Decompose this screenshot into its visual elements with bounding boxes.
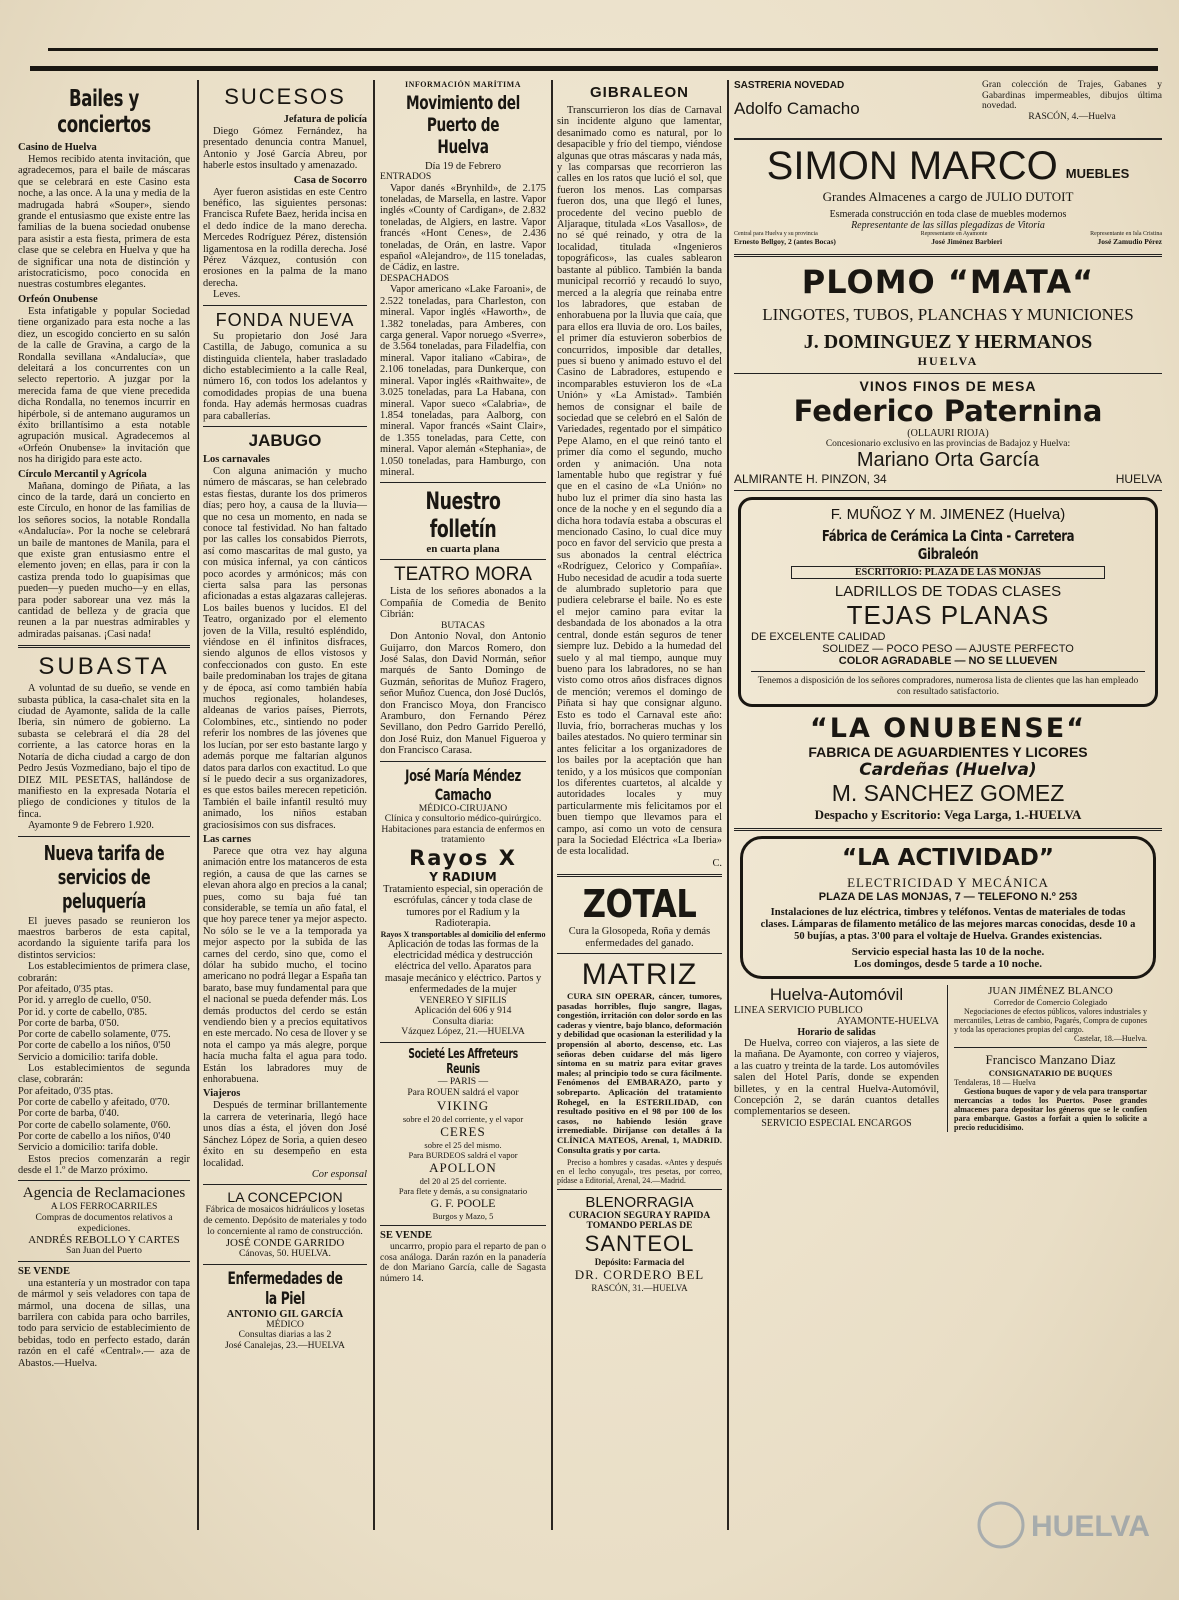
column-5-ads [734,80,1162,1580]
sevende2-text: uncarrro, propio para el reparto de pan o cosa análoga. Darán razón en la panadería de don Mariano García, calle de Sagasta número 14. [380,1241,546,1284]
watermark-text: HUELVA [1031,1510,1150,1543]
column-divider [551,80,553,1530]
color-agradable: COLOR AGRADABLE — NO SE LLUEVEN [838,655,1058,667]
orfeon-text: Esta infatigable y popular Sociedad tiene organizado para esta noche a las diez, un escogido concierto en su salón de la calle de Gravina, a cargo de la Rondalla sevillana «Andalucía», que deleitará a los concurrentes con un selecto repertorio. A juzgar por la merecida fama de que viene precedida dicha Rondalla, no tenemos incurrir en hipérbole, si de antemano auguramos un éxito brillantísimo a esta notable agrupación musical. Agradecemos al «Orfeón Onubense» la invitación que nos ha dirigido para este acto. [18,305,190,466]
santeol: SANTEOL [584,1231,695,1257]
info-maritima-heading: INFORMACIÓN MARÍTIMA [405,80,521,89]
matriz-text-2: Preciso a hombres y casadas. «Antes y después en el lecho conyugal», tres pesetas, por correo, pídase a Editorial, Arenal, 24.—Madrid. [557,1158,722,1186]
concesionario: Concesionario exclusivo en las provincias de Badajoz y Huelva: [825,439,1071,449]
simon-small-2: Representante en Ayamonte [920,231,988,237]
tarifa-end: Estos precios comenzarán a regir desde el 1.º de Marzo próximo. [18,1153,190,1177]
simon-rep-names [734,237,1162,246]
sastre-name: Adolfo Camacho [734,99,860,118]
domingos: Los domingos, desde 5 tarde a 10 noche. [854,958,1042,970]
rayos-small: Rayos X transportables al domicilio del enfermo [380,929,546,939]
sastre-text: Gran colección de Trajes, Gabanes y Gabardinas impermeables, dibujos última novedad. [982,80,1162,111]
butacas-text: Don Antonio Noval, don Antonio Guijarro, don Marcos Romero, don José Salas, don David Normán, señor marqués de Santo Domingo de Guzmán, señoritas de Muñoz Fragero, señor Muñoz Cuenca, don José Duclós, don Francisco Moya, don Francisco Aramburo, don Fernando Pérez Sevillano, don Pedro Garrido Perelló, don José Ruiz, don Manuel Figueroa y don Francisco Carasa. [380,631,546,757]
simon-small-3: Representante en Isla Cristina [1090,231,1162,237]
plomo-city: HUELVA [917,354,979,368]
casino-text: Hemos recibido atenta invitación, que agradecemos, para el baile de máscaras que se celebrará en este Casino esta noche, a las once. A la una y media de la madrugada habrá «Souper», siendo grande el entusiasmo que existe entre las familias de la buena sociedad onubense para asistir a esta fiesta, primera de esta clase que se celebra en Huelva y que ha de significar una nota de distinción y aristocraticismo, poco conocida en nuestras costumbres elegantes. [18,154,190,291]
rayos-text-2: Aplicación de todas las formas de la electricidad médica y destrucción eléctrica del vello. Aparatos para masaje mecánico y eléctrico. Partos y enfermedades de la mujer [384,938,542,996]
ceres-date: sobre el 25 del mismo. [424,1140,502,1151]
list-item: Por afeitado, 0'35 ptas. [18,983,114,995]
simon-text: Esmerada construcción en toda clase de muebles modernos [829,209,1067,220]
poole-addr: Burgos y Mazo, 5 [432,1211,494,1222]
ladrillos: LADRILLOS DE TODAS CLASES [834,583,1062,600]
sanchez-name: M. SANCHEZ GOMEZ [831,780,1065,806]
divider [734,828,1162,831]
orfeon-heading: Orfeón Onubense [18,293,98,305]
jefatura-text: Diego Gómez Fernández, ha presentado denuncia contra Manuel, Antonio y José García Abreu, por haberle estos insultado y amenazado. [203,126,367,172]
divider [18,1261,190,1262]
concepcion-title: LA CONCEPCION [227,1189,343,1206]
butacas-heading: BUTACAS [440,619,485,631]
viajeros-text: Después de terminar brillantemente la carrera de veterinaria, llegó hace unos días a ésta, el jóven don José Sánchez López de Soria, a quien deseo éxito en su desempeño en esta localidad. [203,1100,367,1169]
column-2 [203,80,367,1580]
sevende-heading: SE VENDE [18,1265,71,1277]
matriz-title: MATRIZ [581,958,698,992]
piel-role: MÉDICO [266,1318,304,1330]
circulo-text: Mañana, domingo de Piñata, a las cinco de la tarde, dará un concierto en este Círculo, en honor de las familias de los señores socios, la notable Rondalla «Andalucía». Por la noche se celebrará un baile de mantones de Manila, para el que existe gran entusiasmo entre el elemento joven; en ellas, para ir con la castiza prenda todo lo guapísimas que pueden—y pueden mucho—y en ellas, para poder saborear una vez más la cantidad de belleza y de gracia que reunen a la par nuestras admirables y admiradas paisanas. ¡Casi nada! [18,480,190,640]
auto-end: SERVICIO ESPECIAL ENCARGOS [761,1117,912,1129]
column-1 [18,80,190,1580]
blen-addr: RASCÓN, 31.—HUELVA [591,1283,688,1294]
mariano-address-row [734,472,1162,486]
list-item: Por corte de cabello y afeitado, 0'70. [18,1097,170,1109]
cardenas: Cardeñas (Huelva) [859,760,1037,780]
simon-n-2: José Jiménez Barbieri [931,237,1003,246]
subasta-date: Ayamonte 9 de Febrero 1.920. [28,820,155,832]
divider [557,1189,722,1190]
divider [380,1042,546,1043]
carnavales-heading: Los carnavales [203,453,270,465]
teatro-title: TEATRO MORA [394,564,532,586]
auto-sub: LINEA SERVICIO PUBLICO [734,1005,863,1016]
rouen: Para ROUEN saldrá el vapor [407,1086,519,1098]
tarifa-primera: Los establecimientos de primera clase, cobrarán: [18,961,190,984]
actividad-text: Instalaciones de luz eléctrica, timbres y teléfonos. Ventas de materiales de todas clases. Lámparas de filamento metálico de las mejores marcas conocidas, desde 10 a 50 bujías, a ptas. 3'00 para el voltaje de Huelva. Grandes existencias. [760,907,1136,942]
divider [734,490,1162,491]
auto-title: Huelva-Automóvil [769,985,904,1004]
agencia-sub: A LOS FERROCARRILES [50,1201,158,1213]
socorro-end: Leves. [213,289,241,301]
divider [380,482,546,483]
blen-sub-1: CURACION SEGURA Y RAPIDA [568,1211,711,1222]
simon-small-1: Central para Huelva y su provincia [734,231,818,237]
sevende-text: una estantería y un mostrador con tapa de mármol y seis veladores con tapa de mármol, una docena de sillas, una barrilera con cabida para ocho barriles, todo para servicio de establecimiento de bebidas, todo en perfecto estado, darán razón en el café «Central».— aza de Abastos.—Huelva. [18,1277,190,1369]
jefatura-heading: Jefatura de policía [283,114,367,125]
ceres: CERES [440,1124,486,1140]
tarifa-segunda: Los establecimientos de segunda clase, cobrarán: [18,1063,190,1086]
list-item: Servicio a domicilio: tarifa doble. [18,1142,158,1154]
simon-n-3: José Zamudio Pérez [1097,237,1162,246]
carnes-heading: Las carnes [203,833,252,845]
piel-title: Enfermedades de la Piel [227,1268,343,1309]
sastre-addr: RASCÓN, 4.—Huelva [1028,111,1116,122]
fabrica-cinta: Fábrica de Cerámica La Cinta - Carretera Gibraleón [821,527,1075,563]
rayos-text: Tratamiento especial, sin operación de escrófulas, cáncer y toda clase de tumores por el Radium y la Radioterapia. [383,884,543,930]
muebles-label: MUEBLES [1065,166,1130,181]
consulta-addr: Vázquez López, 21.—HUELVA [401,1026,525,1038]
fonda-text: Su propietario don José Jara Castilla, de Jabugo, comunica a su distinguida clientela, haber trasladado dicho establecimiento a la calle Real, número 16, con todos los adelantos y comodidades propias de una buena fonda. Hay además hermosas cuadras para caballerías. [203,330,367,422]
divider [734,138,1162,140]
huelva-automovil-ad [734,985,939,1132]
folletin-sub: en cuarta plana [426,543,500,556]
bottom-ads-row [734,985,1162,1132]
actividad-title: “LA ACTIVIDAD” [842,845,1054,871]
list-item: Por corte de barba, 0'50. [18,1017,120,1029]
juan-manzano-ads [947,985,1147,1132]
actividad-ad [740,836,1156,979]
piel-addr: José Canalejas, 23.—HUELVA [225,1339,345,1351]
blen-title: BLENORRAGIA [585,1194,694,1212]
venereo: VENEREO Y SIFILIS [419,994,507,1006]
vinos-label: VINOS FINOS DE MESA [859,378,1037,394]
solidez: SOLIDEZ — POCO PESO — AJUSTE PERFECTO [822,643,1074,655]
list-item: Por corte de cabello solamente, 0'60. [18,1119,171,1131]
sastreria-label: SASTRERÍA NOVEDAD [734,80,845,91]
manzano-text: Gestiona buques de vapor y de vela para transportar mercancías a todos los Puertos. Posee grandes almacenes para depositar los géneros que se le confíen para embarque. Gastos a forfait a quien lo solicite a precio reducidísimo. [954,1087,1147,1132]
archive-watermark [971,1490,1161,1560]
matriz-text: CURA SIN OPERAR, cáncer, tumores, pasadas horribles, flujo sangre, llagas, congestión, irritación con dolor sordo en las caderas y vientre, bajo blanco, deformación y debilidad que ocasionan la esterilidad y la propensión al aborto, descenso, etc. Las señoras deben cuidarse del más ligero síntoma en su matriz para evitar graves males; al principio todo se cura fácilmente. Fenómenos del EMBARAZO, parto y sobreparto. Aplicación del tratamiento Rohegel, en la ESTERILIDAD, con resultado positivo en el 98 por 100 de los casos, no habiendo lesión grave irremediable. Diríjanse con detalles á la CLÍNICA MATEOS, Arenal, 1, MADRID. Consulta gratis y por carta. [557,991,722,1155]
juan-text: Negociaciones de efectos públicos, valores industriales y mercantiles, Letras de cambio, Pagarés, Compra de cupones y toda las operaciones propias del cargo. [954,1007,1147,1034]
list-item: Por id. y corte de cabello, 0'85. [18,1006,148,1018]
agencia-name: ANDRÉS REBOLLO Y CARTES [28,1234,180,1247]
mariano-name: Mariano Orta García [856,449,1040,471]
carnes-text: Parece que otra vez hay alguna animación entre los matanceros de esta región, a causa de que las carnes se elevan ahora algo en precios a la canal; pues, como su baja fué tan considerable, se temía un año fatal, el que hoy parece tener ya mejor aspecto. No sólo se le ve a la temporada ya mejor aspecto por la subida de las carnes del cerdo, sino que, como el dólar ha subido mucho, el tocino americano no podrá llegar a España tan barato, base muy fundamental para que el nacional se pueda defender más. Los demás productos del cerdo se están vendiendo bien y a precios equitativos en este mercado. No cesa de llover y se nota el campo ya más alegre, porque hacía mucha falta el agua para todo. Están los labradores muy de enhorabuena. [203,845,367,1086]
fonda-title: FONDA NUEVA [215,309,355,330]
flete: Para flete y demás, a su consignatario [398,1186,528,1197]
sanchez-addr: Despacho y Escritorio: Vega Larga, 1.-HUELVA [814,807,1082,822]
tarifa-intro: El jueves pasado se reunieron los maestros barberos de esta capital, acordando la siguiente tarifa para los distintos servicios: [18,915,190,961]
agencia-text: Compras de documentos relativos a expediciones. [35,1212,173,1234]
mendez-title: José María Méndez Camacho [405,765,521,804]
poole: G. F. POOLE [430,1196,496,1211]
simon-rep: Representante de las sillas plegadizas de Vitoria [851,220,1045,231]
manzano-addr: Tendaleras, 18 — Huelva [954,1078,1036,1087]
agencia-addr: San Juan del Puerto [66,1245,142,1257]
blen-deposito: Depósito: Farmacia del [594,1257,685,1268]
tarifa-list-segunda [18,1086,190,1154]
onubense-title: “LA ONUBENSE“ [810,713,1086,744]
juan-role: Corredor de Comercio Colegiado [993,997,1108,1007]
list-item: Por corte de cabello a los niños, 0'50 [18,1040,171,1052]
consulta: Consulta diaria: [432,1015,494,1027]
divider [954,1047,1147,1048]
servicio-noche: Servicio especial hasta las 10 de la noche. [851,946,1045,958]
escritorio: ESCRITORIO: PLAZA DE LAS MONJAS [791,566,1105,579]
socorro-text: Ayer fueron asistidas en este Centro benéfico, las siguientes personas: Francisca Rufete Baez, herida incisa en el dedo índice de la mano derecha. Mercedes Rodríguez Pérez, distensión ligamentosa en la rodilla derecha. José Pérez Vázquez, contusión con erosiones en la palma de la mano derecha. [203,186,367,289]
tarifa-list-primera [18,984,190,1063]
subasta-title: SUBASTA [38,653,170,681]
list-item: Servicio a domicilio: tarifa doble. [18,1051,158,1063]
list-item: Por afeitado, 0'35 ptas. [18,1085,114,1097]
mariano-addr: ALMIRANTE H. PINZON, 34 [734,472,887,486]
teatro-text: Lista de los señores abonados a la Compañía de Comedia de Benito Cibrián: [380,586,546,621]
divider [18,1180,190,1181]
juan-addr: Castelar, 18.—Huelva. [1074,1034,1147,1043]
sastreria-ad [734,80,1162,134]
entradas-text: Vapor danés «Brynhild», de 2.175 toneladas, de Marsella, en lastre. Vapor inglés «County of Cardigan», de 2.832 toneladas, de Algiers, en lastre. Vapor francés «Hont Cenes», de 2.436 toneladas, de Orán, en lastre. Vapor español «Alejandro», de 115 toneladas, de Cádiz, en lastre. [380,182,546,274]
column-divider [373,80,375,1530]
divider [203,1184,367,1185]
divider [751,671,1145,672]
tarifa-title-1: Nueva tarifa de [43,840,165,865]
divider [203,305,367,306]
divider [380,1225,546,1226]
tarifa-title-2: servicios de peluquería [57,864,151,913]
column-3 [380,80,546,1580]
calidad: DE EXCELENTE CALIDAD [751,631,886,643]
divider [203,1264,367,1265]
divider [734,254,1162,257]
blen-sub-2: TOMANDO PERLAS DE [586,1221,693,1232]
juan-title: JUAN JIMÉNEZ BLANCO [988,985,1113,997]
tenemos-text: Tenemos a disposición de los señores compradores, numerosa lista de clientes que las han empleado con resultado satisfactorio. [757,676,1139,697]
agencia-title: Agencia de Reclamaciones [22,1185,186,1202]
subasta-text: A voluntad de su dueño, se vende en subasta pública, la casa-chalet sita en la ciudad de Ayamonte, salida de la calle Iberia, sin número de gobierno. La subasta se celebrará el día 28 del corriente, a las catorce horas en la Notaría de dicha ciudad a cargo de don Pedro Jesús Vozmediano, bajo el tipo de DIEZ MIL PESETAS, hallándose de manifiesto en la expresada Notaría el pliego de condiciones y títulos de la finca. [18,683,190,820]
divider [380,761,546,762]
entradas-heading: ENTRADOS [380,171,432,182]
column-4 [557,80,722,1580]
watermark-emblem [979,1503,1023,1547]
divider [18,836,190,837]
munoz-jimenez-ad [738,497,1158,707]
actividad-addr: PLAZA DE LAS MONJAS, 7 — TELEFONO N.º 253 [818,891,1078,903]
apollon: APOLLON [429,1160,497,1176]
top-rule [48,48,1158,51]
divider [557,874,722,877]
despachados-heading: DESPACHADOS [380,272,449,284]
viking-date: sobre el 20 del corriente, y el vapor [402,1114,524,1125]
manzano-title: Francisco Manzano Diaz [985,1052,1116,1067]
divider [18,645,190,648]
simon-title: SIMON MARCO [766,144,1058,188]
radium-title: Y RADIUM [429,870,497,884]
zotal-text: Cura la Glosopeda, Roña y demás enfermedades del ganado. [568,926,711,949]
mendez-text: Clínica y consultorio médico-quirúrgico. Habitaciones para estancia de enfermos en tratamiento [381,813,545,846]
divider [734,373,1162,374]
folletin-title: Nuestro folletín [425,487,501,544]
blen-doctor: DR. CORDERO BEL [574,1267,705,1283]
simon-sub: Grandes Almacenes a cargo de JULIO DUTOIT [822,189,1074,204]
zotal-title: ZOTAL [582,882,697,927]
despachados-text: Vapor americano «Lake Faroani», de 2.522 toneladas, para Charleston, con mineral. Vapor inglés «Haworth», de 1.382 toneladas, para Amberes, con carga general. Vapor noruego «Sverre», de 3.564 toneladas, para Filadelfia, con mineral. Vapor italiano «Cabira», de 2.106 toneladas, para Dunkerque, con mineral. Vapor inglés «Raithwaite», de 3.025 toneladas, para La Habana, con mineral. Vapor sueco «Calabria», de 1.854 toneladas, para Aalborg, con mineral. Vapor francés «Saint Clair», de 1.355 toneladas, para Cette, con mineral. Vapor alemán «Stephania», de 1.050 toneladas, para Hamburgo, con mineral. [380,284,546,478]
rayos-title: Rayos X [409,846,517,870]
jabugo-title: JABUGO [248,430,322,450]
carnavales-text: Con alguna animación y mucho número de máscaras, se han celebrado estas fiestas, durante los dos primeros días; pero hoy, a causa de la lluvia—que no cesa un momento, en nada se conoce tal festividad. No han faltado por las calles los consabidos Pierrots, así como mascaritas de mal gusto, ya con música infernal, ya con cánticos poco acordes y armónicos; más con cierta salsa para las personas aficionadas a estas algazaras callejeras. Los bailes buenos y lucidos. El del Teatro, organizado por el elemento joven de la Villa, resultó espléndido, viéndose en él infinitos disfraces, siendo algunos de ellos vistosos y confeccionados con gusto. En este baile predominaban los trajes de gitana y de época, así como también había muchos regionales, holandeses, aldeanas de varios países, Pierrots, Colombines, etc., sintiendo no poder referir los nombres de las jóvenes que los lucían, por ser esto bastante largo y además porque me faltarían algunos datos para darlos con exactitud. Lo que sí le puedo decir a sus organizadores, es que estos bailes merecen repetición. También el baile infantil resultó muy animado, los niños estaban graciosísimos con sus disfraces. [203,465,367,831]
viajeros-sign: Cor esponsal [311,1168,367,1180]
viking: VIKING [436,1098,490,1114]
list-item: Por corte de cabello solamente, 0'75. [18,1029,171,1041]
sevende2-heading: SE VENDE [380,1230,433,1242]
movimiento-title: Movimiento del Puerto de Huelva [405,92,521,158]
casino-heading: Casino de Huelva [18,142,97,153]
electricidad: ELECTRICIDAD Y MECÁNICA [847,875,1049,890]
onubense-sub: FABRICA DE AGUARDIENTES Y LICORES [808,744,1088,760]
socorro-heading: Casa de Socorro [293,174,367,186]
horario: Horario de salidas [797,1027,876,1038]
consignatario: CONSIGNATARIO DE BUQUES [988,1068,1113,1078]
sucesos-title: SUCESOS [224,84,346,109]
list-item: Por corte de cabello a los niños, 0'40 [18,1131,171,1143]
piel-doctor: ANTONIO GIL GARCÍA [226,1308,344,1320]
plomo-sub: LINGOTES, TUBOS, PLANCHAS Y MUNICIONES [762,305,1134,324]
paris: — PARIS — [437,1076,489,1088]
list-item: Por corte de barba, 0'40. [18,1108,120,1120]
gibraleon-text: Transcurrieron los días de Carnaval sin incidente alguno que lamentar, desanimado como es natural, por lo desapacible y frío del tiempo, viéndose algunas que otras máscaras y nada más, y las comparsas que recorrieron las calles en los ratos que lució el sol, que fueron los menos. Las comparsas fueron dos, una que llegó el lunes, procedente del vecino pueblo de Aljaraque, titulada «Los Vasallos», de no sé qué reinado, y otra de la localidad, titulada «Ingenieros topográficos», las cuales sablearon bastante al público. También la banda municipal recorrió y recaudó lo suyo, merced a la alegría que reinaba entre los labradores, que estaban de enhorabuena por la lluvia que caía, que para ellos era lluvia de oro. Los bailes, el primer día estuvieron soberbios de concurridos, imposible dar detalles, pues si bueno y animado estuvo el del Casino de Labradores, estupendo e incomparables estuvieron los de «La Unión» y «La Amistad». También hemos de consignar el baile de sociedad que se celebró en el Salón de Variedades, regentado por el simpático Pepe Alamo, en el que reinó tanto el primer día como el segundo, mucho orden y animación. Una nota lamentable hubo que registrar y fué que en el casino de «La Unión» no hubo luz el primer día sino hasta las once de la noche y en el segundo día a dicha hora todavía estaba a obscuras el mencionado Casino, lo cual dice muy poco en favor del servicio que presta a sus abonados la central eléctrica «Rodríguez, Celorico y Compañía». Hubo necesidad de acudir a toda suerte de alumbrado supletorio para que pudiera celebrarse el baile. No es este el mejor camino para evitar la desbandada de los abonados a la otra central, donde están seguros de tener siempre luz. Debido a la humedad del suelo y al mal tiempo, aunque muy bueno para los labradores, no se han visto como otros años disfraces dignos de mención; veremos el domingo de Piñata si hay que consignar alguno. Esto es todo el Carnaval este año: lluvia, frío, borracheras muchas y los bailes atestados. No quiero terminar sin antes felicitar a los organizadores de los bailes por la aceptación que han tenido, y a los músicos que componían los diferentes cuartetos, al alcalde y autoridades locales y muy particularmente mis felicitamos por el buen tiempo que llevamos para el campo, así como un voto de censura para la Sociedad Eléctrica «La Iberia» de esta localidad. [557,105,722,858]
divider [380,559,546,560]
circulo-heading: Círculo Mercantil y Agrícola [18,468,147,480]
burdeos: Para BURDEOS saldrá el vapor [408,1150,518,1161]
apollon-date: del 20 al 25 del corriente. [419,1176,507,1187]
plomo-title: PLOMO “MATA“ [801,263,1095,301]
top-double-rule [30,66,1158,71]
column-divider [197,80,199,1530]
viajeros-heading: Viajeros [203,1088,241,1100]
auto-text: De Huelva, correo con viajeros, a las siete de la mañana. De Ayamonte, con correo y viajeros, a las cuatro y treinta de la tarde. Los automóviles salen del Hotel París, donde se expenden billetes, y en la central Huelva-Automóvil, Concepción 2, se darán cuantos detalles complementarios se deseen. [734,1038,939,1118]
gibraleon-title: GIBRALEON [590,84,689,101]
concepcion-text: Fábrica de mosaicos hidráulicos y losetas de cemento. Depósito de materiales y todo lo concerniente al ramo de construcción. [203,1204,367,1237]
mariano-city: HUELVA [1115,472,1162,486]
plomo-name: J. DOMINGUEZ Y HERMANOS [803,331,1093,353]
piel-hours: Consultas diarias a las 2 [238,1329,332,1341]
mendez-sub: MÉDICO-CIRUJANO [418,802,508,814]
bailes-title: Bailes y conciertos [57,86,151,138]
paternina-title: Federico Paternina [793,394,1103,428]
simon-n-1: Ernesto Bellgoy, 2 (antes Bocas) [734,237,836,246]
dia-date: Día 19 de Febrero [424,161,502,172]
munoz-title: F. MUÑOZ Y M. JIMENEZ (Huelva) [830,506,1066,523]
divider [203,426,367,427]
tejas-planas: TEJAS PLANAS [846,600,1050,630]
gibraleon-sign: C. [712,857,722,869]
ollauri: (OLLAURI RIOJA) [907,428,989,439]
list-item: Por id. y arreglo de cuello, 0'50. [18,995,152,1007]
concepcion-addr: Cánovas, 50. HUELVA. [239,1248,331,1260]
auto-route: AYAMONTE-HUELVA [836,1016,939,1027]
concepcion-name: JOSÉ CONDE GARRIDO [225,1237,345,1250]
column-divider [727,80,729,1530]
societe-title: Societé Les Affreteurs Reunis [408,1047,518,1078]
divider [557,953,722,954]
simon-marco-ad [734,144,1162,189]
aplicacion: Aplicación del 606 y 914 [414,1005,512,1017]
